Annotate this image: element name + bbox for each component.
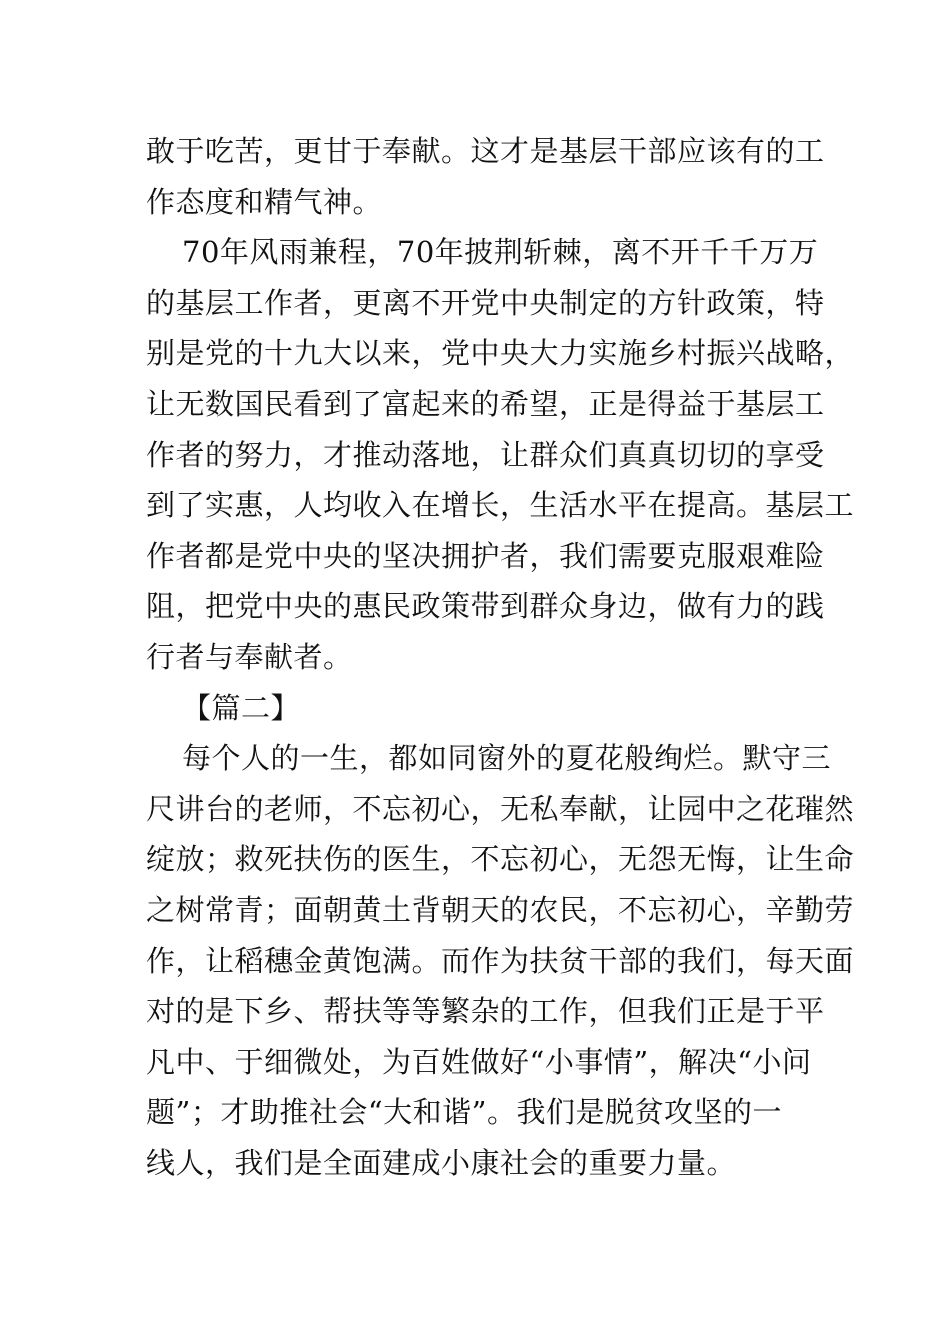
paragraph-start-line: 70年风雨兼程，70年披荆斩棘，离不开千千万万	[182, 235, 819, 270]
text-line: 作，让稻穗金黄饱满。而作为扶贫干部的我们，每天面	[146, 943, 855, 978]
text-line: 作态度和精气神。	[146, 184, 383, 219]
text-line: 尺讲台的老师，不忘初心，无私奉献，让园中之花璀然	[146, 791, 855, 826]
text-line: 凡中、于细微处，为百姓做好“小事情”，解决“小问	[146, 1044, 812, 1079]
text-line: 阻，把党中央的惠民政策带到群众身边，做有力的践	[146, 589, 825, 624]
text-line: 让无数国民看到了富起来的希望，正是得益于基层工	[146, 386, 825, 421]
body-text	[146, 126, 855, 1188]
text-line: 绽放；救死扶伤的医生，不忘初心，无怨无悔，让生命	[146, 842, 855, 877]
text-line: 线人，我们是全面建成小康社会的重要力量。	[146, 1145, 737, 1180]
section-heading: 【篇二】	[182, 690, 301, 725]
text-line: 对的是下乡、帮扶等等繁杂的工作，但我们正是于平	[146, 994, 825, 1029]
text-line: 行者与奉献者。	[146, 639, 353, 674]
text-line: 到了实惠，人均收入在增长，生活水平在提高。基层工	[146, 488, 855, 523]
text-line: 作者都是党中央的坚决拥护者，我们需要克服艰难险	[146, 538, 825, 573]
paragraph-start-line: 每个人的一生，都如同窗外的夏花般绚烂。默守三	[182, 741, 832, 776]
text-line: 别是党的十九大以来，党中央大力实施乡村振兴战略，	[146, 336, 855, 371]
text-line: 敢于吃苦，更甘于奉献。这才是基层干部应该有的工	[146, 134, 825, 168]
text-line: 题”；才助推社会“大和谐”。我们是脱贫攻坚的一	[146, 1095, 782, 1130]
text-line: 的基层工作者，更离不开党中央制定的方针政策，特	[146, 285, 825, 320]
text-line: 作者的努力，才推动落地，让群众们真真切切的享受	[146, 437, 825, 472]
text-line: 之树常青；面朝黄土背朝天的农民，不忘初心，辛勤劳	[146, 892, 855, 927]
